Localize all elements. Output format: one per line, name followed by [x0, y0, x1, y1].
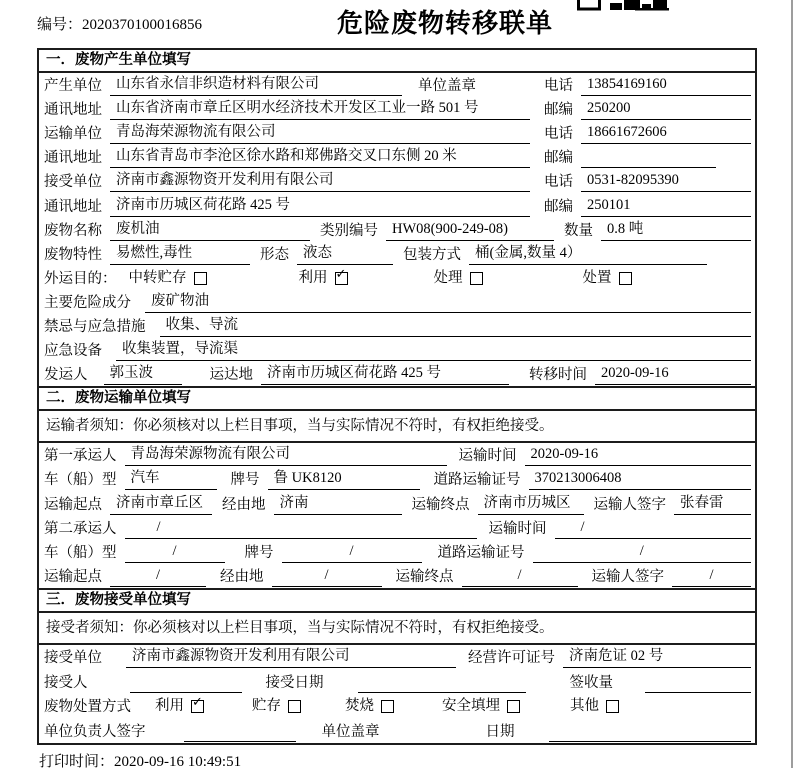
section-receiver — [39, 588, 755, 743]
form-row — [42, 266, 751, 290]
producer-unit-label: 产生单位 — [44, 78, 102, 95]
producer-seal-label: 单位盖章 — [418, 78, 476, 95]
transporter-phone-value: 18661672606 — [581, 123, 751, 144]
via-1-label: 经由地 — [222, 496, 266, 513]
transport-date-2-label: 运输时间 — [488, 520, 547, 537]
form-row — [42, 362, 751, 386]
row-right-column — [542, 99, 751, 121]
receiver-person-value — [130, 673, 242, 693]
disposal-other-checkbox — [606, 700, 619, 713]
via-2-value: / — [272, 566, 382, 587]
purpose-utilize-checkbox — [335, 266, 348, 285]
purpose-utilize-label: 利用 — [298, 269, 328, 286]
first-carrier-value: 青岛海荣源物流有限公司 — [125, 445, 447, 466]
waste-name-label: 废物名称 — [44, 222, 102, 239]
receiver-phone-label: 电话 — [544, 174, 573, 191]
section-transporter-title: 二．废物运输单位填写 — [39, 388, 755, 411]
license-number-value: 济南危证 02 号 — [563, 647, 751, 668]
print-time-label: 打印时间： — [39, 754, 115, 770]
taboo-measures-value: 收集、导流 — [160, 316, 752, 337]
disposal-storage-checkbox — [288, 700, 301, 713]
serial-value: 2020370100016856 — [82, 17, 203, 33]
form-row — [42, 73, 751, 97]
section-producer — [39, 50, 755, 386]
disposal-storage-label: 贮存 — [252, 698, 281, 715]
row-left-column — [42, 123, 542, 145]
transport-date-1-label: 运输时间 — [458, 448, 517, 465]
form-row — [42, 718, 751, 743]
packing-method-value: 桶(金属,数量 4） — [469, 244, 707, 265]
disposal-other-label: 其他 — [570, 698, 599, 715]
disposal-utilize-item — [155, 697, 204, 716]
terminal-1-label: 运输终点 — [411, 496, 470, 513]
plate-number-1-value: 鲁 UK8120 — [268, 469, 420, 490]
carrier-sign-1-value: 张春雷 — [674, 494, 751, 515]
row-left-column — [42, 171, 542, 193]
category-code-label: 类别编号 — [320, 222, 378, 239]
form-state-value: 液态 — [297, 244, 393, 265]
carrier-sign-2-value: / — [672, 566, 751, 587]
disposal-utilize-checkbox — [191, 695, 204, 713]
license-number-label: 经营许可证号 — [468, 650, 555, 667]
disposal-utilize-label: 利用 — [155, 698, 184, 715]
form-row — [42, 516, 751, 540]
receiver-address-value: 济南市历城区荷花路 425 号 — [110, 196, 530, 217]
disposal-incinerate-label: 焚烧 — [345, 698, 374, 715]
vehicle-type-2-label: 车（船）型 — [44, 544, 117, 561]
receive-unit-label: 接受单位 — [44, 650, 102, 667]
transfer-date-label: 转移时间 — [529, 367, 587, 384]
form-row — [42, 242, 751, 266]
road-permit-1-value: 370213006408 — [529, 469, 752, 490]
producer-postcode-value: 250200 — [581, 99, 751, 120]
vehicle-type-1-value: 汽车 — [125, 469, 217, 490]
emergency-equipment-value: 收集装置，导流渠 — [116, 340, 751, 361]
main-hazard-value: 废矿物油 — [145, 292, 751, 313]
form-row — [42, 145, 751, 169]
purpose-transit-storage-item — [129, 269, 207, 288]
manifest-form — [37, 48, 757, 745]
origin-2-value: / — [110, 566, 206, 587]
transport-date-2-value: / — [555, 518, 752, 539]
receiver-address-label: 通讯地址 — [44, 198, 102, 215]
responsible-sign-value — [184, 722, 296, 742]
section-transporter — [39, 386, 755, 588]
consignor-value: 郭玉波 — [104, 364, 182, 385]
producer-address-label: 通讯地址 — [44, 102, 102, 119]
transporter-address-value: 山东省青岛市李沧区徐水路和郑佛路交叉口东侧 20 米 — [110, 147, 530, 168]
unit-seal-label: 单位盖章 — [321, 723, 380, 740]
row-left-column — [42, 147, 542, 169]
row-right-column — [542, 171, 751, 193]
via-1-value: 济南 — [274, 494, 402, 515]
producer-unit-value: 山东省永信非织造材料有限公司 — [110, 75, 402, 96]
form-row — [42, 645, 751, 670]
quantity-value: 0.8 吨 — [601, 220, 751, 241]
form-row — [42, 290, 751, 314]
packing-method-label: 包装方式 — [403, 246, 461, 263]
quantity-label: 数量 — [564, 222, 593, 239]
section-receiver-rows — [39, 645, 755, 743]
transporter-postcode-value — [581, 148, 716, 168]
form-row — [42, 121, 751, 145]
first-carrier-label: 第一承运人 — [44, 448, 117, 465]
via-2-label: 经由地 — [220, 568, 264, 585]
purpose-dispose-label: 处置 — [582, 269, 612, 286]
row-right-column — [542, 123, 751, 145]
row-right-column — [542, 75, 751, 97]
road-permit-2-value: / — [533, 542, 752, 563]
destination-label: 运达地 — [209, 367, 253, 384]
second-carrier-label: 第二承运人 — [44, 520, 117, 537]
disposal-storage-item — [252, 697, 301, 716]
transporter-unit-label: 运输单位 — [44, 126, 102, 143]
receiver-person-label: 接受人 — [44, 674, 88, 691]
form-row — [42, 338, 751, 362]
waste-property-value: 易燃性,毒性 — [110, 244, 250, 265]
received-amount-label: 签收量 — [569, 674, 613, 691]
form-row — [42, 314, 751, 338]
serial-label: 编号： — [37, 17, 83, 33]
purpose-dispose-item — [583, 269, 632, 288]
section-producer-title: 一．废物产生单位填写 — [39, 50, 755, 73]
waste-property-label: 废物特性 — [44, 246, 102, 263]
producer-phone-label: 电话 — [544, 78, 573, 95]
waste-name-value: 废机油 — [110, 220, 310, 241]
producer-phone-value: 13854169160 — [581, 75, 751, 96]
purpose-treat-item — [434, 269, 483, 288]
section-producer-rows — [39, 73, 755, 386]
producer-address-value: 山东省济南市章丘区明水经济技术开发区工业一路 501 号 — [110, 99, 530, 120]
form-row — [42, 467, 751, 491]
check-mark-icon: ✓ — [192, 695, 203, 711]
transporter-phone-label: 电话 — [544, 126, 573, 143]
disposal-other-item — [570, 697, 619, 716]
transfer-date-value: 2020-09-16 — [595, 364, 751, 385]
page-edge-line — [791, 0, 793, 768]
section-receiver-title: 三．废物接受单位填写 — [39, 590, 755, 613]
transporter-notice: 运输者须知：你必须核对以上栏目事项，当与实际情况不符时，有权拒绝接受。 — [39, 411, 755, 443]
receive-unit-value: 济南市鑫源物资开发利用有限公司 — [126, 647, 456, 668]
vehicle-type-1-label: 车（船）型 — [44, 472, 117, 489]
origin-1-value: 济南市章丘区 — [110, 494, 212, 515]
receiver-notice: 接受者须知：你必须核对以上栏目事项，当与实际情况不符时，有权拒绝接受。 — [39, 613, 755, 645]
row-right-column — [542, 148, 751, 169]
transporter-address-label: 通讯地址 — [44, 150, 102, 167]
disposal-landfill-checkbox — [507, 700, 520, 713]
serial-number — [37, 13, 202, 34]
form-row — [42, 97, 751, 121]
terminal-2-value: / — [462, 566, 578, 587]
received-amount-value — [645, 673, 751, 693]
form-row — [42, 669, 751, 694]
print-time-value: 2020-09-16 10:49:51 — [114, 754, 242, 770]
carrier-sign-2-label: 运输人签字 — [591, 568, 664, 585]
form-row — [42, 218, 751, 242]
purpose-transit-storage-label: 中转贮存 — [128, 269, 187, 286]
row-left-column — [42, 99, 542, 121]
category-code-value: HW08(900-249-08) — [386, 220, 554, 241]
disposal-incinerate-item — [345, 697, 394, 716]
transport-date-1-value: 2020-09-16 — [525, 445, 752, 466]
transfer-purpose-label: 外运目的： — [44, 270, 117, 287]
section-transporter-rows — [39, 443, 755, 588]
producer-postcode-label: 邮编 — [544, 102, 573, 119]
check-mark-icon: ✓ — [335, 266, 347, 282]
receiver-postcode-label: 邮编 — [544, 198, 573, 215]
receiver-phone-value: 0531-82095390 — [581, 171, 751, 192]
transporter-postcode-label: 邮编 — [544, 150, 573, 167]
plate-number-2-label: 牌号 — [244, 544, 274, 561]
receive-date-label: 接受日期 — [265, 674, 324, 691]
disposal-method-label: 废物处置方式 — [44, 699, 131, 716]
origin-2-label: 运输起点 — [44, 568, 102, 585]
form-row — [42, 443, 751, 467]
page-title: 危险废物转移联单 — [336, 9, 554, 38]
row-left-column — [42, 196, 542, 218]
form-row — [42, 540, 751, 564]
road-permit-2-label: 道路运输证号 — [437, 544, 525, 561]
receiver-unit-label: 接受单位 — [44, 174, 102, 191]
vehicle-type-2-value: / — [125, 542, 225, 563]
form-row — [42, 193, 751, 217]
purpose-transit-storage-checkbox — [194, 272, 207, 285]
row-left-column — [42, 75, 542, 97]
date-value — [549, 722, 752, 742]
emergency-equipment-label: 应急设备 — [44, 343, 102, 360]
row-right-column — [542, 196, 751, 218]
consignor-label: 发运人 — [44, 367, 88, 384]
disposal-incinerate-checkbox — [381, 700, 394, 713]
form-state-label: 形态 — [260, 246, 289, 263]
form-row — [42, 564, 751, 588]
terminal-2-label: 运输终点 — [395, 568, 454, 585]
second-carrier-value: / — [125, 518, 477, 539]
plate-number-1-label: 牌号 — [230, 472, 260, 489]
receiver-postcode-value: 250101 — [581, 196, 751, 217]
purpose-utilize-item — [298, 266, 348, 288]
terminal-1-value: 济南市历城区 — [478, 494, 584, 515]
form-row — [42, 169, 751, 193]
purpose-treat-label: 处理 — [433, 269, 463, 286]
form-row — [42, 491, 751, 515]
destination-value: 济南市历城区荷花路 425 号 — [261, 364, 509, 385]
responsible-sign-label: 单位负责人签字 — [44, 723, 146, 740]
transporter-unit-value: 青岛海荣源物流有限公司 — [110, 123, 530, 144]
form-row — [42, 694, 751, 719]
qr-code-fragment-icon — [577, 0, 673, 11]
disposal-landfill-label: 安全填埋 — [442, 698, 500, 715]
origin-1-label: 运输起点 — [44, 496, 102, 513]
receiver-unit-value: 济南市鑫源物资开发利用有限公司 — [110, 171, 530, 192]
road-permit-1-label: 道路运输证号 — [433, 472, 521, 489]
carrier-sign-1-label: 运输人签字 — [593, 496, 666, 513]
main-hazard-label: 主要危险成分 — [44, 294, 131, 311]
date-label: 日期 — [485, 723, 515, 740]
purpose-treat-checkbox — [470, 272, 483, 285]
purpose-dispose-checkbox — [619, 272, 632, 285]
disposal-landfill-item — [442, 697, 520, 716]
receive-date-value — [358, 673, 526, 693]
taboo-measures-label: 禁忌与应急措施 — [44, 319, 146, 336]
plate-number-2-value: / — [282, 542, 422, 563]
